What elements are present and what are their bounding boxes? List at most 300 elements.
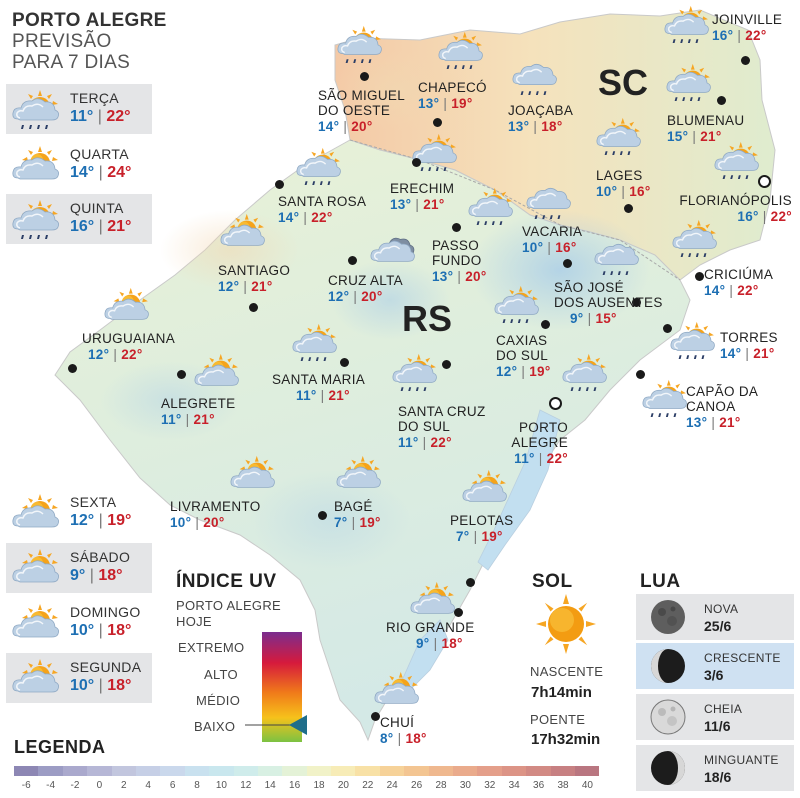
city-name: BLUMENAU — [667, 113, 745, 128]
temp-max: 22° — [737, 283, 759, 298]
temp-max: 19° — [529, 364, 551, 379]
city-santiago — [218, 263, 290, 294]
city-temps: 8° | 18° — [380, 731, 427, 746]
temp-min: 11° — [296, 388, 317, 403]
cloud-rain-icon — [592, 236, 640, 276]
legend-swatch — [258, 766, 282, 776]
temp-min: 9° — [416, 636, 430, 651]
legend-tick-label: 12 — [240, 780, 252, 791]
city-name: CHUÍ — [380, 715, 415, 730]
sunset-time: 17h32min — [531, 731, 601, 748]
city-temps: 11° | 21° — [296, 388, 350, 403]
legend-swatch — [551, 766, 575, 776]
temp-max: 18° — [541, 119, 563, 134]
city-temps: 13° | 18° — [508, 119, 563, 134]
forecast-day-card — [6, 194, 152, 244]
city-sao-miguel-do-oeste — [318, 88, 405, 134]
forecast-day-name: QUARTA — [70, 146, 129, 162]
temp-min: 13° — [432, 269, 454, 284]
city-name: CHAPECÓ — [418, 80, 487, 95]
city-temps: 16° | 22° — [737, 209, 792, 224]
sun-icon — [534, 592, 598, 656]
sun-cloud-rain-icon — [594, 116, 642, 156]
sunrise-label: NASCENTE — [530, 664, 604, 679]
city-temps: 7° | 19° — [334, 515, 381, 530]
temp-min: 12° — [218, 279, 240, 294]
legend-tick-label: 38 — [557, 780, 569, 791]
temp-max: 22° — [430, 435, 452, 450]
temp-max: 18° — [441, 636, 463, 651]
uv-subtitle-city: PORTO ALEGRE — [176, 598, 281, 613]
city-name: SANTIAGO — [218, 263, 291, 278]
legend-swatch — [575, 766, 599, 776]
sun-cloud-icon — [10, 657, 60, 699]
city-marker — [663, 324, 672, 333]
legend-swatch — [404, 766, 428, 776]
forecast-day-name: SÁBADO — [70, 549, 131, 565]
temp-max: 22° — [770, 209, 792, 224]
temp-min: 10° — [522, 240, 544, 255]
waxing-moon-icon — [650, 648, 686, 684]
sun-title: SOL — [532, 571, 573, 592]
forecast-day-card — [6, 488, 152, 538]
city-chapeco — [418, 80, 487, 111]
legend-swatch — [307, 766, 331, 776]
temp-min: 13° — [508, 119, 530, 134]
city-name-line2: CANOA — [686, 399, 736, 414]
city-temps: 10° | 16° — [522, 240, 577, 255]
temp-min: 7° — [456, 529, 470, 544]
moon-phase-date: 25/6 — [704, 618, 732, 634]
city-alegrete — [161, 396, 235, 427]
temp-min: 14° — [704, 283, 726, 298]
city-name: JOAÇABA — [508, 103, 574, 118]
city-marker — [541, 320, 550, 329]
legend-tick-label: 10 — [215, 780, 227, 791]
forecast-day-card — [6, 598, 152, 648]
sun-cloud-icon — [10, 602, 60, 644]
city-temps: 10° | 20° — [170, 515, 225, 530]
uv-level-low: BAIXO — [194, 719, 236, 734]
temp-min: 9° — [570, 311, 584, 326]
city-name: PELOTAS — [450, 513, 514, 528]
legend-tick-label: 28 — [435, 780, 447, 791]
city-marker — [466, 578, 475, 587]
city-temps: 9° | 15° — [570, 311, 617, 326]
city-name: RIO GRANDE — [386, 620, 475, 635]
legend-tick-label: 40 — [581, 780, 593, 791]
legend-title: LEGENDA — [14, 737, 106, 757]
legend-tick-label: 16 — [289, 780, 301, 791]
uv-level-extreme: EXTREMO — [178, 640, 245, 655]
sun-cloud-rain-icon — [668, 320, 716, 360]
moon-phase-card — [636, 643, 794, 689]
city-name: LAGES — [596, 168, 643, 183]
city-name: ERECHIM — [390, 181, 455, 196]
city-erechim — [390, 181, 454, 212]
waning-moon-icon — [650, 750, 686, 786]
capital-marker — [758, 175, 771, 188]
legend-swatch — [160, 766, 184, 776]
legend-swatch — [355, 766, 379, 776]
legend-tick-label: 20 — [337, 780, 349, 791]
city-marker — [340, 358, 349, 367]
cloud-rain-icon — [510, 56, 558, 96]
city-marker — [442, 360, 451, 369]
sun-cloud-rain-icon — [10, 198, 60, 240]
temp-max: 20° — [465, 269, 487, 284]
temp-max: 19° — [107, 512, 132, 529]
temp-min: 12° — [70, 512, 95, 529]
temp-max: 22° — [745, 28, 767, 43]
temp-max: 18° — [107, 622, 132, 639]
city-marker — [563, 259, 572, 268]
legend-swatch — [14, 766, 38, 776]
sun-cloud-rain-icon — [335, 24, 383, 64]
legend-tick-label: 24 — [386, 780, 398, 791]
legend-swatch — [63, 766, 87, 776]
temp-min: 12° — [328, 289, 350, 304]
sun-cloud-icon — [228, 454, 276, 494]
forecast-day-name: SEGUNDA — [70, 659, 142, 675]
uv-title: ÍNDICE UV — [176, 571, 277, 592]
forecast-day-name: TERÇA — [70, 90, 119, 106]
temp-max: 24° — [107, 164, 132, 181]
city-temps: 13° | 21° — [686, 415, 741, 430]
temp-max: 21° — [251, 279, 273, 294]
city-santa-rosa — [278, 194, 366, 225]
city-name: SANTA CRUZ — [398, 404, 486, 419]
city-joacaba — [508, 103, 573, 134]
temp-min: 8° — [380, 731, 394, 746]
forecast-day-card — [6, 653, 152, 703]
temp-max: 20° — [361, 289, 383, 304]
sun-cloud-rain-icon — [640, 378, 688, 418]
forecast-day-card — [6, 84, 152, 134]
legend-swatch — [234, 766, 258, 776]
city-temps: 7° | 19° — [456, 529, 503, 544]
city-temps: 12° | 19° — [496, 364, 551, 379]
sun-cloud-icon — [10, 492, 60, 534]
sunset-label: POENTE — [530, 712, 586, 727]
legend-tick-label: 18 — [313, 780, 325, 791]
forecast-day-name: SEXTA — [70, 494, 117, 510]
city-temps: 12° | 21° — [218, 279, 273, 294]
city-temps: 14° | 20° — [318, 119, 373, 134]
city-chui — [380, 715, 427, 746]
city-temps: 11° | 21° — [161, 412, 215, 427]
sun-cloud-rain-icon — [664, 62, 712, 102]
temp-max: 15° — [595, 311, 617, 326]
legend-tick-label: 4 — [145, 780, 151, 791]
temp-min: 7° — [334, 515, 348, 530]
cloud-icon — [368, 228, 416, 268]
temp-max: 21° — [423, 197, 445, 212]
legend-swatch — [380, 766, 404, 776]
city-name-line2: DO OESTE — [318, 103, 391, 118]
city-joinville — [712, 12, 782, 43]
city-name-line2: FUNDO — [432, 253, 482, 268]
city-name: ALEGRETE — [161, 396, 236, 411]
state-label-sc: SC — [598, 62, 649, 103]
sun-cloud-rain-icon — [492, 284, 540, 324]
legend-tick-label: 30 — [459, 780, 471, 791]
temp-max: 20° — [203, 515, 225, 530]
city-name: JOINVILLE — [712, 12, 783, 27]
new-moon-icon — [650, 599, 686, 635]
temp-min: 14° — [278, 210, 300, 225]
city-marker — [348, 256, 357, 265]
city-marker — [412, 158, 421, 167]
header-city: PORTO ALEGRE — [12, 10, 167, 31]
legend-tick-label: 36 — [533, 780, 545, 791]
city-santa-cruz-do-sul — [398, 404, 486, 450]
legend-swatch — [209, 766, 233, 776]
forecast-day-temps: 14° | 24° — [70, 164, 132, 181]
legend-tick-label: 32 — [484, 780, 496, 791]
legend-tick-label: 6 — [169, 780, 176, 791]
moon-title: LUA — [640, 571, 681, 592]
forecast-day-temps: 9° | 18° — [70, 567, 123, 584]
temp-max: 21° — [328, 388, 350, 403]
sunrise-time: 7h14min — [531, 684, 592, 701]
temp-min: 16° — [737, 209, 759, 224]
city-name: LIVRAMENTO — [170, 499, 261, 514]
temp-max: 18° — [107, 677, 132, 694]
city-temps: 14° | 22° — [278, 210, 333, 225]
city-name: SANTA ROSA — [278, 194, 367, 209]
city-name-line2: DO SUL — [398, 419, 451, 434]
temp-max: 22° — [546, 451, 568, 466]
uv-scale — [245, 632, 315, 742]
city-bage — [334, 499, 381, 530]
city-pelotas — [450, 513, 513, 544]
legend-swatch — [429, 766, 453, 776]
header-line3: PARA 7 DIAS — [12, 52, 131, 73]
city-name: CAXIAS — [496, 333, 548, 348]
moon-phase-date: 3/6 — [704, 667, 724, 683]
sun-cloud-icon — [10, 547, 60, 589]
city-name: URUGUAIANA — [82, 331, 176, 346]
city-torres — [720, 330, 778, 361]
sun-cloud-rain-icon — [290, 322, 338, 362]
city-name-line2: DO SUL — [496, 348, 549, 363]
legend-swatch — [477, 766, 501, 776]
temp-min: 11° — [161, 412, 182, 427]
temp-max: 22° — [121, 347, 143, 362]
legend-tick-label: -4 — [46, 780, 56, 791]
temp-min: 15° — [667, 129, 689, 144]
city-temps: 16° | 22° — [712, 28, 767, 43]
temp-max: 19° — [451, 96, 473, 111]
moon-phase-name: MINGUANTE — [704, 753, 779, 767]
city-marker — [318, 511, 327, 520]
city-marker — [433, 118, 442, 127]
sun-cloud-icon — [218, 212, 266, 252]
sun-cloud-rain-icon — [436, 30, 484, 70]
temp-min: 10° — [70, 677, 95, 694]
sun-cloud-icon — [408, 580, 456, 620]
temp-min: 11° — [70, 108, 94, 125]
temp-max: 19° — [359, 515, 381, 530]
temp-max: 22° — [106, 108, 131, 125]
city-name-line2: DOS AUSENTES — [554, 295, 663, 310]
temp-max: 18° — [98, 567, 123, 584]
legend-tick-label: 34 — [508, 780, 520, 791]
city-lages — [596, 168, 651, 199]
city-rio-grande — [386, 620, 475, 651]
header-line2: PREVISÃO — [12, 31, 112, 52]
forecast-day-card — [6, 140, 152, 190]
sun-cloud-icon — [10, 144, 60, 186]
legend-swatch — [331, 766, 355, 776]
city-temps: 13° | 19° — [418, 96, 473, 111]
city-temps: 12° | 20° — [328, 289, 383, 304]
city-marker — [177, 370, 186, 379]
city-marker — [360, 72, 369, 81]
temperature-legend-ticks — [14, 780, 594, 794]
legend-tick-label: 0 — [96, 780, 103, 791]
moon-phase-name: CRESCENTE — [704, 651, 781, 665]
city-marker — [695, 272, 704, 281]
sun-cloud-rain-icon — [560, 352, 608, 392]
legend-tick-label: -6 — [21, 780, 31, 791]
legend-tick-label: 8 — [194, 780, 200, 791]
sun-cloud-icon — [372, 670, 420, 710]
city-temps: 14° | 22° — [704, 283, 759, 298]
legend-swatch — [136, 766, 160, 776]
city-vacaria — [522, 224, 582, 255]
city-cruz-alta — [328, 273, 403, 304]
legend-tick-label: 2 — [121, 780, 127, 791]
temp-min: 16° — [712, 28, 734, 43]
city-uruguaiana — [82, 331, 175, 362]
legend-swatch — [112, 766, 136, 776]
city-marker — [454, 608, 463, 617]
sun-cloud-icon — [102, 286, 150, 326]
city-marker — [624, 204, 633, 213]
city-criciuma — [704, 267, 773, 298]
legend-swatch — [87, 766, 111, 776]
legend-swatch — [453, 766, 477, 776]
city-marker — [717, 96, 726, 105]
city-sao-jose-dos-ausentes — [554, 280, 663, 326]
uv-level-medium: MÉDIO — [196, 693, 241, 708]
city-name: PASSO — [432, 238, 480, 253]
forecast-day-temps: 10° | 18° — [70, 622, 132, 639]
sun-cloud-icon — [334, 454, 382, 494]
city-name: PORTO — [518, 420, 568, 435]
forecast-day-name: QUINTA — [70, 200, 124, 216]
city-temps: 13° | 20° — [432, 269, 487, 284]
city-temps: 12° | 22° — [88, 347, 143, 362]
temp-min: 16° — [70, 218, 95, 235]
temp-max: 21° — [700, 129, 722, 144]
temperature-legend-bar — [14, 766, 599, 776]
capital-marker — [549, 397, 562, 410]
city-name: CRUZ ALTA — [328, 273, 403, 288]
temp-min: 13° — [686, 415, 708, 430]
full-moon-icon — [650, 699, 686, 735]
legend-swatch — [502, 766, 526, 776]
city-porto-alegre — [490, 420, 568, 466]
city-name: BAGÉ — [334, 499, 373, 514]
temp-max: 18° — [405, 731, 427, 746]
city-temps: 14° | 21° — [720, 346, 775, 361]
sun-cloud-rain-icon — [294, 146, 342, 186]
temp-max: 21° — [719, 415, 741, 430]
legend-swatch — [185, 766, 209, 776]
uv-level-high: ALTO — [204, 667, 238, 682]
temp-max: 21° — [753, 346, 775, 361]
temp-max: 20° — [351, 119, 373, 134]
sun-cloud-rain-icon — [466, 186, 514, 226]
city-name: VACARIA — [522, 224, 583, 239]
moon-phase-card — [636, 745, 794, 791]
city-temps: 13° | 21° — [390, 197, 445, 212]
temp-min: 10° — [70, 622, 95, 639]
temp-min: 12° — [496, 364, 518, 379]
city-name: SÃO JOSÉ — [554, 280, 624, 295]
city-santa-maria — [272, 372, 365, 403]
city-name: SÃO MIGUEL — [318, 88, 406, 103]
temp-min: 9° — [70, 567, 86, 584]
state-label-rs: RS — [402, 298, 453, 339]
sun-cloud-icon — [192, 352, 240, 392]
temp-min: 13° — [390, 197, 412, 212]
legend-tick-label: 14 — [264, 780, 276, 791]
city-marker — [249, 303, 258, 312]
city-temps: 9° | 18° — [416, 636, 463, 651]
legend-tick-label: 22 — [362, 780, 374, 791]
legend-swatch — [282, 766, 306, 776]
city-marker — [275, 180, 284, 189]
city-name: SANTA MARIA — [272, 372, 366, 387]
uv-subtitle-day: HOJE — [176, 614, 212, 629]
moon-phase-name: NOVA — [704, 602, 739, 616]
temp-max: 21° — [107, 218, 132, 235]
sun-cloud-icon — [662, 4, 710, 44]
cloud-rain-icon — [524, 180, 572, 220]
forecast-day-temps: 12° | 19° — [70, 512, 132, 529]
city-temps: 15° | 21° — [667, 129, 722, 144]
city-caxias-do-sul — [496, 333, 551, 379]
city-name: CRICIÚMA — [704, 267, 774, 282]
city-temps: 10° | 16° — [596, 184, 651, 199]
city-marker — [741, 56, 750, 65]
city-name: FLORIANÓPOLIS — [679, 193, 792, 208]
sun-cloud-rain-icon — [10, 88, 60, 130]
temp-min: 14° — [720, 346, 742, 361]
legend-tick-label: 26 — [411, 780, 423, 791]
sun-cloud-icon — [460, 468, 508, 508]
city-name: TORRES — [720, 330, 778, 345]
city-marker — [68, 364, 77, 373]
legend-tick-label: -2 — [70, 780, 80, 791]
temp-min: 12° — [88, 347, 110, 362]
forecast-day-temps: 16° | 21° — [70, 218, 132, 235]
city-livramento — [170, 499, 261, 530]
temp-min: 11° — [398, 435, 419, 450]
forecast-day-name: DOMINGO — [70, 604, 141, 620]
city-marker — [371, 712, 380, 721]
temp-max: 19° — [481, 529, 503, 544]
forecast-day-temps: 11° | 22° — [70, 108, 131, 125]
moon-phase-date: 18/6 — [704, 769, 732, 785]
sun-cloud-rain-icon — [390, 352, 438, 392]
city-temps: 11° | 22° — [398, 435, 452, 450]
temp-max: 22° — [311, 210, 333, 225]
